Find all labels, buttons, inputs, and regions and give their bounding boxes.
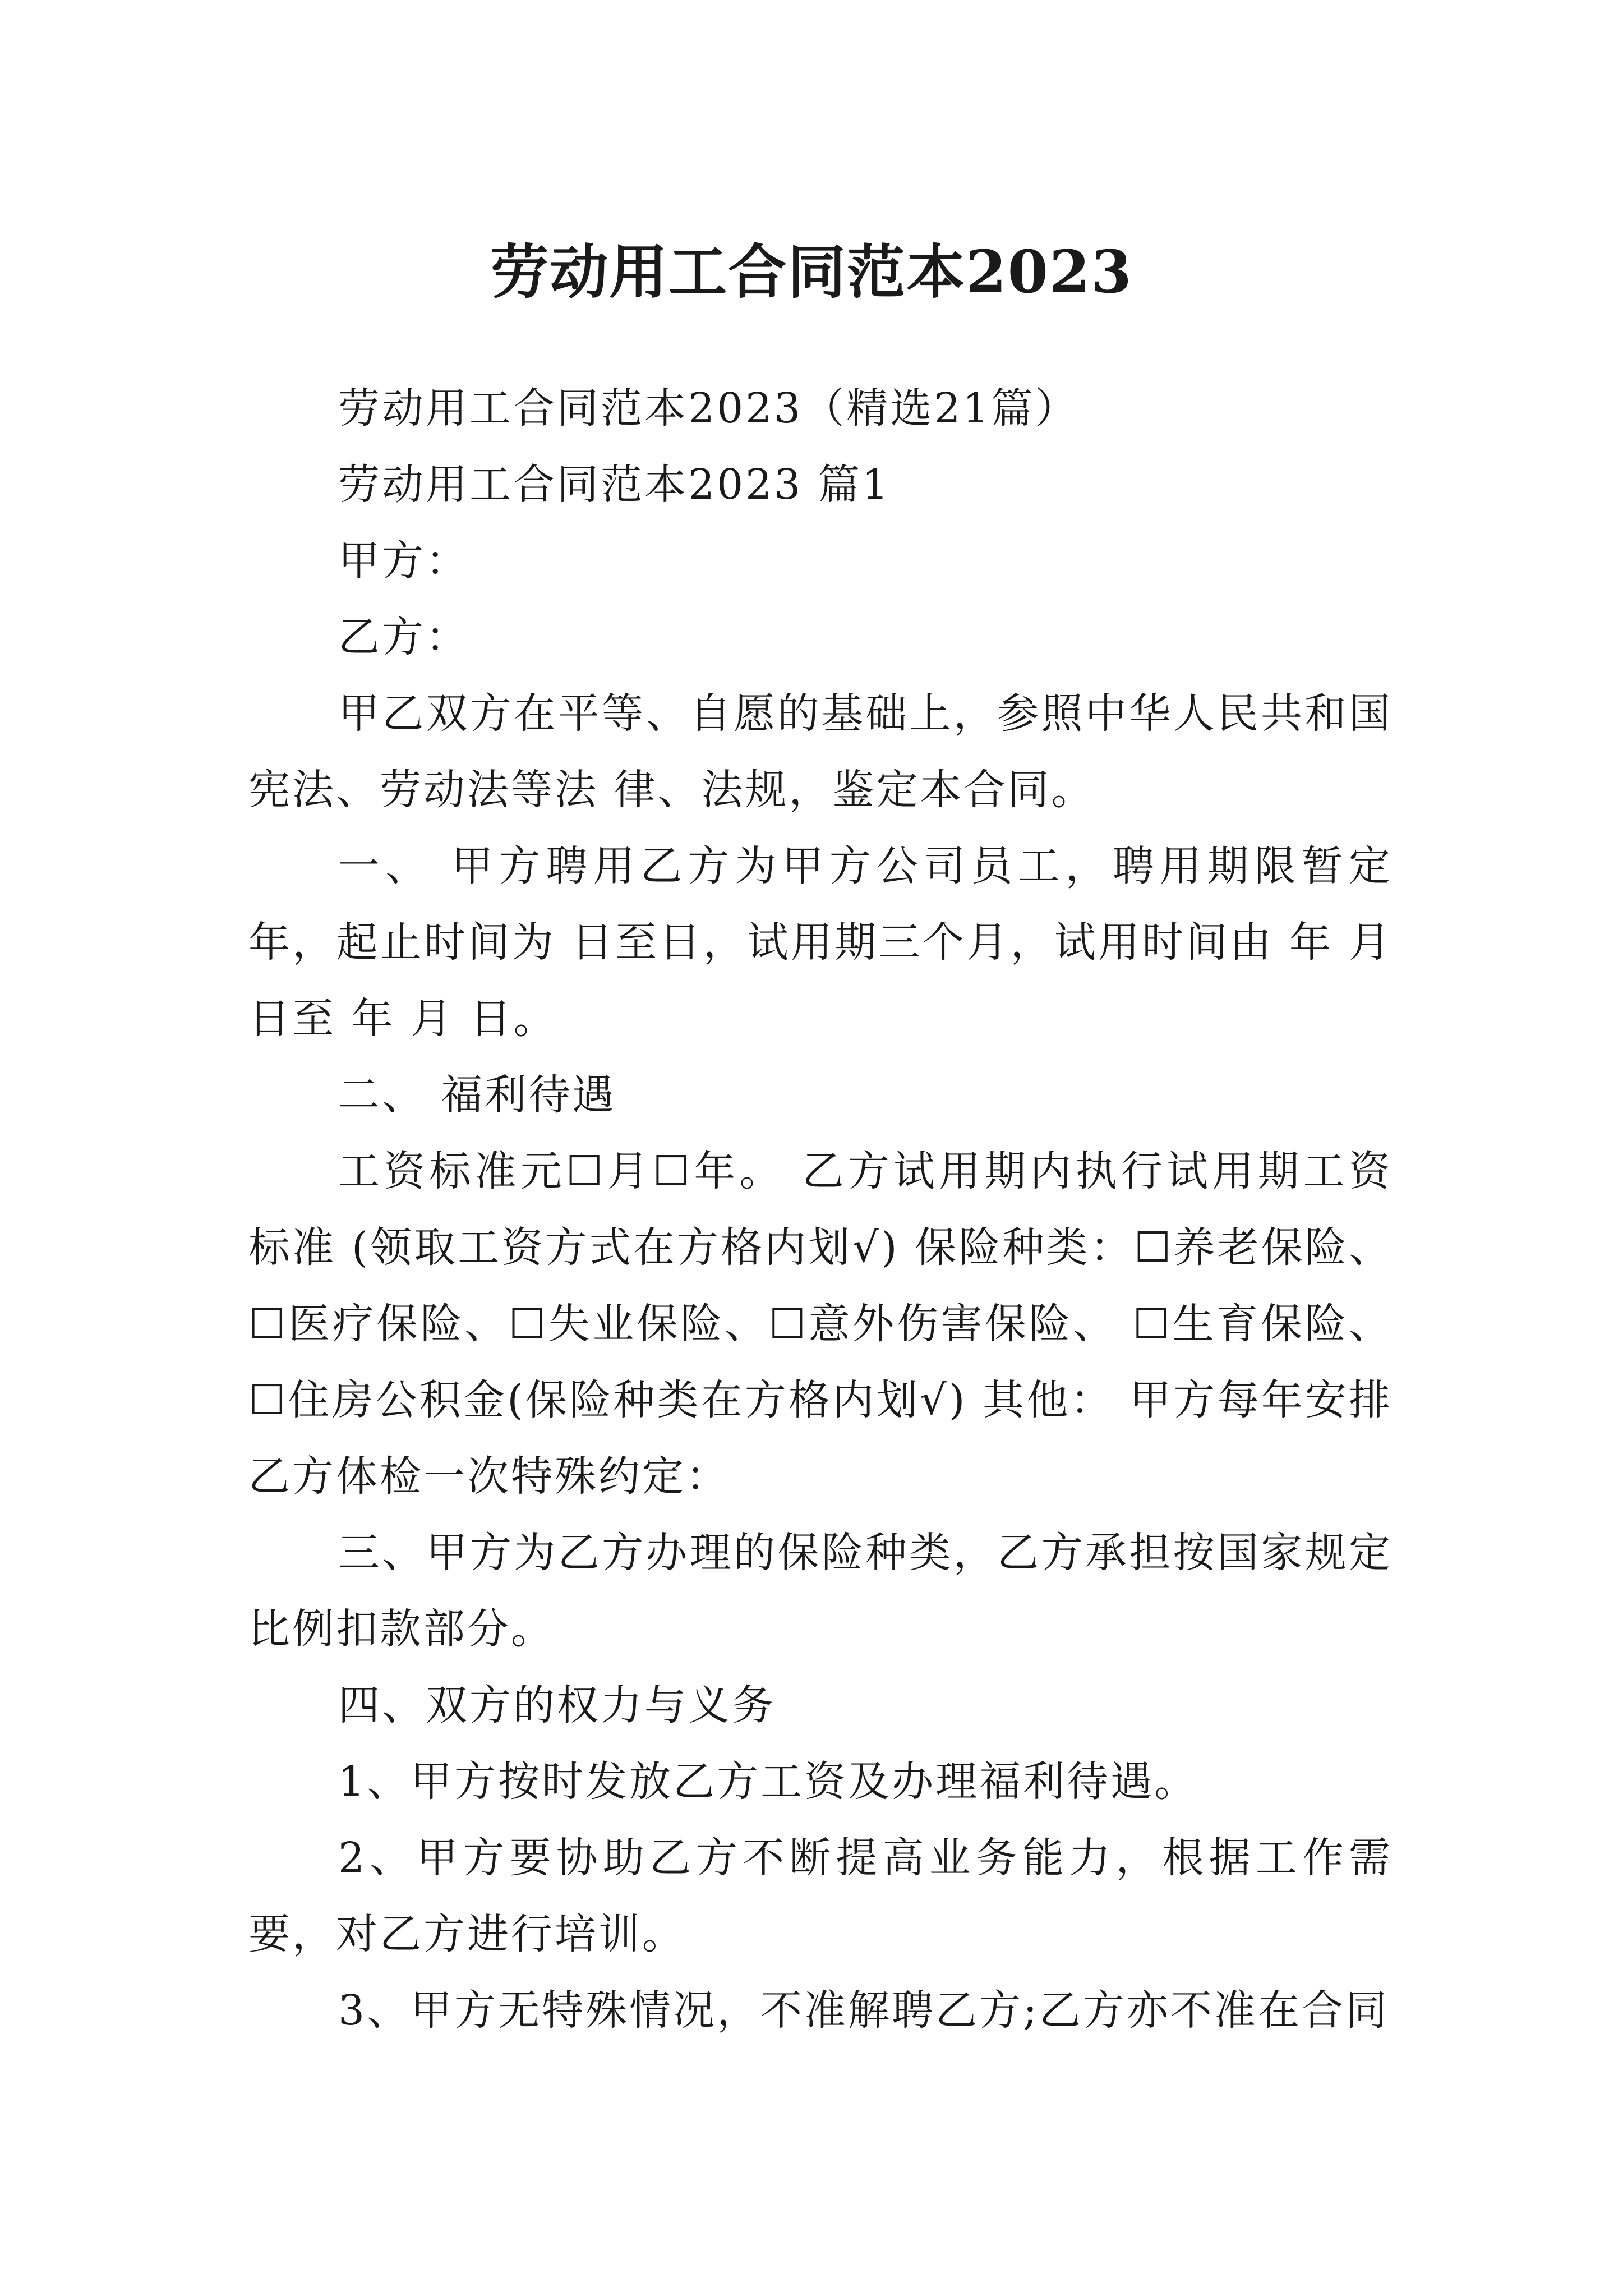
document-body (248, 370, 1393, 2049)
paragraph-item-1: 1、甲方按时发放乙方工资及办理福利待遇。 (338, 1757, 1198, 1806)
paragraph-item-3: 3、甲方无特殊情况，不准解聘乙方;乙方亦不准在合同 (338, 1986, 1390, 2035)
paragraph-item-2: 2、甲方要协助乙方不断提高业务能力，根据工作需要，对乙方进行培训。 (248, 1834, 1393, 1958)
paragraph-wages-insurance: 工资标准元☐月☐年。 乙方试用期内执行试用期工资标准 (领取工资方式在方格内划√) 保险种类：☐养老保险、☐医疗保险、☐失业保险、☐意外伤害保险、 ☐生育保险、☐住房公积金(保险种类在方格内划√) 其他： 甲方每年安排乙方体检一次特殊约定： (248, 1147, 1393, 1501)
document-title: 劳动用工合同范本2023 (490, 237, 1133, 306)
paragraph-party-b: 乙方： (338, 613, 469, 661)
paragraph-clause-2-heading: 二、 福利待遇 (338, 1071, 616, 1119)
paragraph-section-heading: 劳动用工合同范本2023 篇1 (338, 461, 891, 509)
paragraph-preamble: 甲乙双方在平等、自愿的基础上，参照中华人民共和国宪法、劳动法等法 律、法规，鉴定本合同。 (248, 689, 1393, 814)
paragraph-party-a: 甲方： (338, 537, 469, 585)
paragraph-clause-1: 一、 甲方聘用乙方为甲方公司员工，聘用期限暂定年，起止时间为 日至日，试用期三个月，试用时间由 年 月 日至 年 月 日。 (248, 842, 1393, 1043)
paragraph-subtitle: 劳动用工合同范本2023（精选21篇） (338, 384, 1079, 432)
paragraph-clause-3: 三、甲方为乙方办理的保险种类，乙方承担按国家规定比例扣款部分。 (248, 1529, 1393, 1653)
paragraph-clause-4-heading: 四、双方的权力与义务 (338, 1681, 776, 1729)
